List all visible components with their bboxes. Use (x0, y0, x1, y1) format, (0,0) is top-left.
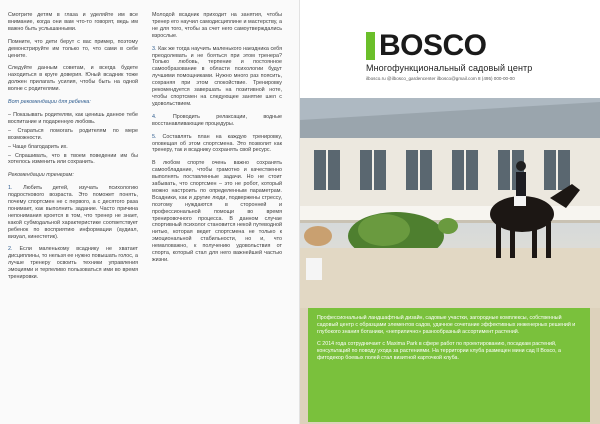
item-number: 3. (152, 45, 157, 52)
list-item: – Показывать родителям, как ценишь данное тебе воспитание и подаренную любовь. (8, 111, 138, 125)
paragraph: Следуйте данным советам, и всегда будете находиться в круге доверия. Юный всадник тоже должен прилагать усилия, чтобы быть на одной волне с родителями. (8, 65, 138, 93)
list-item (152, 114, 282, 128)
right-column (152, 12, 282, 270)
right-page (300, 0, 600, 424)
list-item (8, 246, 138, 281)
brand-contacts: ilbosco.ru @ilbosco_gardencenter ilbosco@gmail.com 8 (495) 000-00-00 (366, 76, 515, 81)
list-item: – Спрашивать, что в твоем поведении им бы хотелось изменить или сохранить. (8, 152, 138, 166)
paragraph: Молодой всадник приходит на занятия, чтобы тренер его научил самодисциплине и мастерству, а не для того, чтобы за счет него самоутверждались взрослые. (152, 12, 282, 39)
logo-bar-icon (366, 32, 375, 60)
paragraph: Помните, что дети берут с вас пример, поэтому демонстрируйте им только то, что сами в себе цените. (8, 38, 138, 59)
paragraph: Смотрите детям в глаза и уделяйте им все внимание, когда они вам что-то говорят, ведь им важно быть услышанными. (8, 12, 138, 32)
paragraph: В любом спорте очень важно сохранять самообладание, чтобы грамотно и качественно выполнять поставленные задачи. Но не стоит забывать, что спортсмен – это не робот, который можно настроить по определенным параметрам. Всадники, как и другие люди, подвержены стрессу, поэтому нуждаются в сторонней и профессиональной помощи во время тренировочного процесса. В данном случае спортивный психолог становится некой путеводной нитью, которая ведет спортсмена не только к эмоциональной стабильности, но и, что немаловажно, к получению удовольствия от спорта, который стал для него важнейшей частью жизни. (152, 160, 282, 263)
list-item (152, 46, 282, 108)
child-tips-heading: Вот рекомендации для ребенка: (8, 99, 91, 106)
item-number: 4. (152, 113, 157, 120)
brand-block (366, 30, 596, 81)
list-item: – Чаще благодарить их. (8, 143, 68, 150)
item-number: 5. (152, 133, 157, 140)
item-text: Проводить релаксации, водные восстанавливающие процедуры. (152, 113, 283, 127)
left-column (8, 12, 138, 287)
info-paragraph: Профессиональный ландшафтный дизайн, садовые участки, загородные комплексы, собственный садовый центр с образцами элементов садов, удачное сочетание эффективных инженерных решений и глубокого знания ботаники, «неприлично» разнообразный ассортимент растений. (317, 315, 576, 335)
logo-text: BOSCO (379, 29, 487, 62)
item-text: Составлять план на каждую тренировку, оповещая об этом спортсмена. Это позволит как тренеру, так и всаднику сохранять свой ресурс. (152, 133, 282, 154)
item-text: Если маленькому всаднику не хватает дисциплины, то нельзя ее нужно повышать голос, а лучше тренеру освоить техники управления эмоциями и терпеливо пользоваться ими во время тренировки. (8, 246, 138, 281)
dressage-photo (300, 98, 600, 424)
list-item (8, 185, 138, 240)
trainer-tips-heading: Рекомендации тренерам: (8, 172, 74, 179)
brand-tagline: Многофункциональный садовый центр (366, 63, 533, 73)
item-text: Как же тогда научить маленького наездника себя преодолевать и не бояться при этом тренера? Только любовь, терпение и постоянное самообразование в области психологии будут лучшими помощниками. Нужно много раз поясить, сохраняя при этом спокойствие. Тренировку рекомендуется завершать на позитивной ноте, чтобы спортсмен на следующее занятие шел с удовольствием. (152, 45, 282, 107)
list-item: – Стараться помогать родителям по мере возможности. (8, 127, 138, 141)
list-item (152, 134, 282, 155)
item-number: 1. (8, 185, 13, 192)
item-text: Любить детей, изучать психологию подросткового возраста. Это поможет понять, почему спортсмен не с первого, а с десятого раза понимает, как выполнить задание. Часто причина непонимания кроется в том, что тренер не знает, какой субмодальной характеристике соответствует ребенок по восприятию информации (аудиал, визуал, кинестетик). (8, 185, 139, 240)
brand-logo (366, 30, 596, 60)
sponsor-info-box (308, 308, 590, 422)
item-number: 2. (8, 246, 13, 253)
info-paragraph: С 2014 года сотрудничает с Maxima Park в сфере работ по проектированию, посадкам растений, консультаций по поводу ухода за растениями. На территории клуба размещен мини сад Il Bosco, а фитодекор боевых полей стал визитной карточкой клуба. (317, 341, 561, 361)
